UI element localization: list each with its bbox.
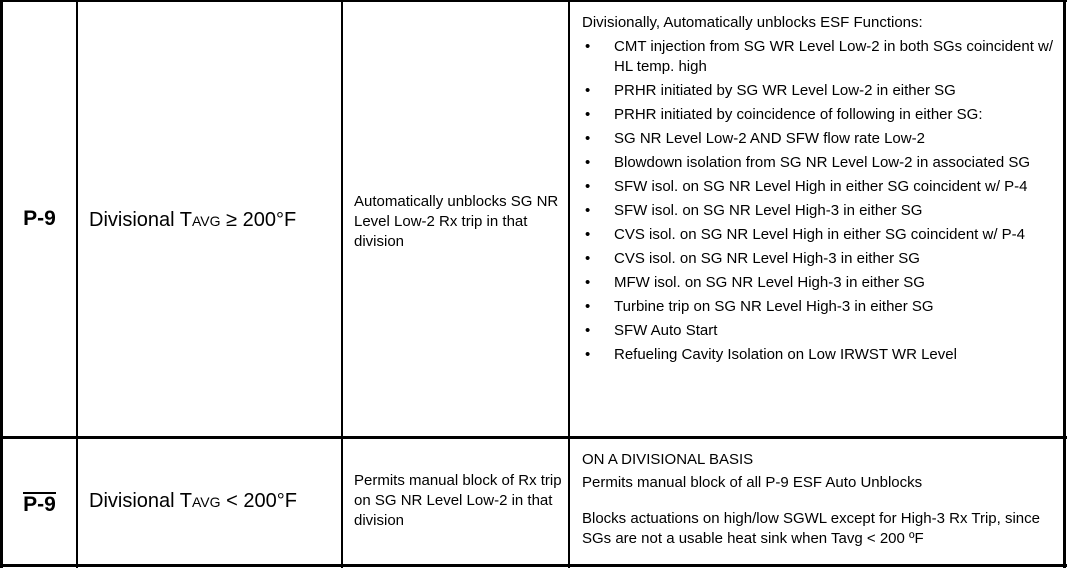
- esf-function-text: Refueling Cavity Isolation on Low IRWST WR Level: [614, 345, 957, 363]
- table-border-bottom: [0, 564, 1067, 567]
- description-text-2: Permits manual block of Rx trip on SG NR Level Low-2 in that division: [354, 472, 562, 529]
- esf-function-text: PRHR initiated by SG WR Level Low-2 in either SG: [614, 81, 956, 99]
- row-divider: [0, 436, 1067, 439]
- esf-functions-heading: Divisionally, Automatically unblocks ESF Functions:: [582, 14, 923, 31]
- column-divider-1: [76, 0, 78, 568]
- esf-function-item: [582, 105, 1056, 125]
- esf-function-text: SFW isol. on SG NR Level High in either SG coincident w/ P-4: [614, 177, 1028, 195]
- note-line-1: ON A DIVISIONAL BASIS: [582, 451, 754, 468]
- description-text: Automatically unblocks SG NR Level Low-2 Rx trip in that division: [354, 193, 559, 250]
- bullet-icon: •: [585, 177, 591, 195]
- esf-function-text: SG NR Level Low-2 AND SFW flow rate Low-2: [614, 129, 925, 147]
- esf-function-item: [582, 225, 1056, 245]
- interlock-condition: [89, 209, 339, 232]
- esf-function-item: [582, 37, 1056, 76]
- esf-function-text: SFW Auto Start: [614, 321, 718, 339]
- esf-function-item: [582, 81, 1056, 101]
- bullet-icon: •: [585, 225, 591, 243]
- condition-suffix-2: < 200°F: [220, 490, 297, 512]
- interlock-id-bar-text: P-9: [23, 493, 56, 516]
- interlock-description-2: [354, 471, 564, 531]
- esf-function-item: [582, 201, 1056, 221]
- esf-function-text: CVS isol. on SG NR Level High in either SG coincident w/ P-4: [614, 225, 1026, 243]
- esf-function-item: [582, 273, 1056, 293]
- esf-function-item: [582, 153, 1056, 173]
- bullet-icon: •: [585, 105, 591, 123]
- esf-functions: [582, 13, 1056, 364]
- condition-prefix: Divisional T: [89, 209, 192, 231]
- table-border-top: [0, 0, 1067, 2]
- interlock-notes: [582, 450, 1056, 549]
- condition-suffix: ≥ 200°F: [220, 209, 297, 231]
- esf-function-text: MFW isol. on SG NR Level High-3 in either SG: [614, 273, 925, 291]
- bullet-icon: •: [585, 345, 591, 363]
- esf-function-item: [582, 345, 1056, 365]
- esf-function-item: [582, 321, 1056, 341]
- esf-function-item: [582, 129, 1056, 149]
- esf-function-text: CMT injection from SG WR Level Low-2 in both SGs coincident w/ HL temp. high: [614, 38, 1054, 75]
- esf-function-text: CVS isol. on SG NR Level High-3 in either SG: [614, 249, 920, 267]
- table-border-right: [1063, 0, 1066, 568]
- bullet-icon: •: [585, 38, 591, 55]
- condition-subscript-2: AVG: [192, 494, 221, 510]
- esf-function-list: [582, 37, 1056, 364]
- esf-function-text: SFW isol. on SG NR Level High-3 in either SG: [614, 201, 923, 219]
- column-divider-2: [341, 0, 343, 568]
- bullet-icon: •: [585, 249, 591, 267]
- condition-prefix-2: Divisional T: [89, 490, 192, 512]
- esf-function-text: Turbine trip on SG NR Level High-3 in either SG: [614, 297, 934, 315]
- bullet-icon: •: [585, 129, 591, 147]
- note-line-3: Blocks actuations on high/low SGWL except for High-3 Rx Trip, since SGs are not a usable heat sink when Tavg < 200 ºF: [582, 510, 1040, 547]
- bullet-icon: •: [585, 153, 591, 171]
- esf-function-item: [582, 177, 1056, 197]
- bullet-icon: •: [585, 297, 591, 315]
- bullet-icon: •: [585, 201, 591, 219]
- esf-function-item: [582, 249, 1056, 269]
- esf-function-item: [582, 297, 1056, 317]
- bullet-icon: •: [585, 81, 591, 99]
- interlock-condition-2: [89, 490, 339, 513]
- column-divider-3: [568, 0, 570, 568]
- interlock-description: [354, 192, 562, 252]
- interlock-id-text: P-9: [23, 207, 56, 230]
- interlock-id: [3, 207, 76, 231]
- bullet-icon: •: [585, 321, 591, 339]
- bullet-icon: •: [585, 273, 591, 291]
- interlock-id-bar: [3, 492, 76, 517]
- esf-function-text: Blowdown isolation from SG NR Level Low-2 in associated SG: [614, 153, 1031, 171]
- condition-subscript: AVG: [192, 213, 221, 229]
- note-line-2: Permits manual block of all P-9 ESF Auto Unblocks: [582, 474, 923, 491]
- table-border-left: [0, 0, 3, 568]
- esf-function-text: PRHR initiated by coincidence of following in either SG:: [614, 105, 983, 123]
